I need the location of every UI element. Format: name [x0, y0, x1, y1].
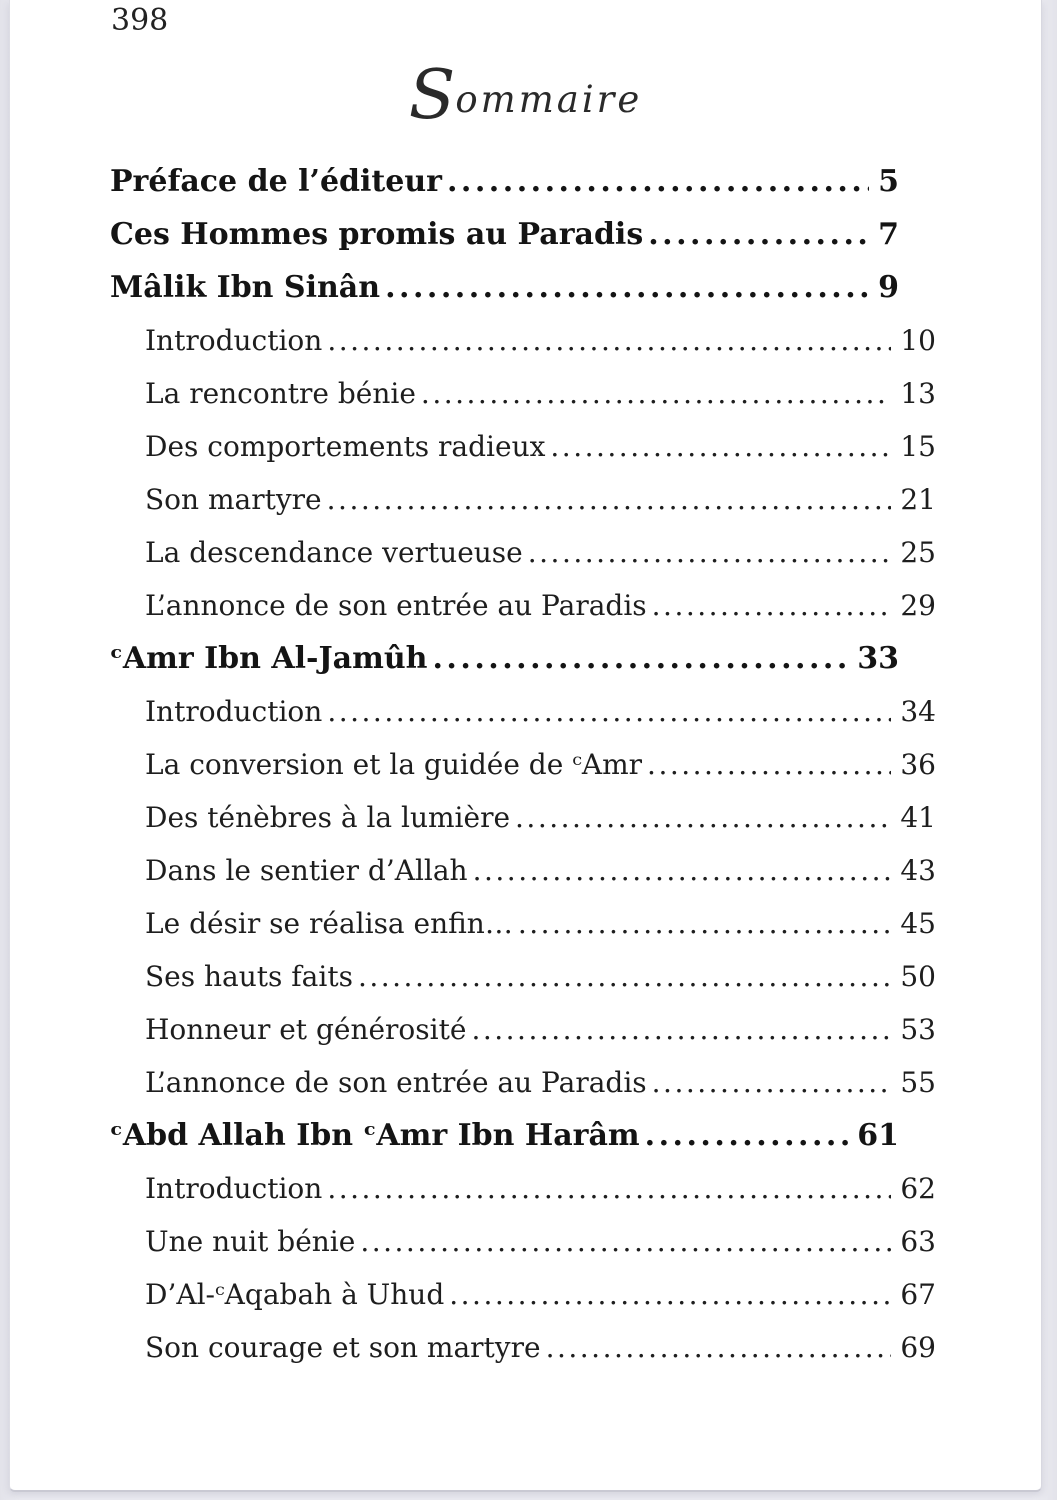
toc-leader-dots — [652, 579, 892, 632]
toc-entry — [110, 473, 936, 526]
toc-entry — [110, 526, 936, 579]
toc-entry-page-number: 61 — [857, 1118, 899, 1153]
toc-entry-title: Ses hauts faits — [145, 960, 353, 993]
toc-leader-dots — [327, 314, 891, 367]
toc-entry-page-number: 45 — [900, 907, 936, 940]
toc-entry — [110, 1321, 936, 1374]
toc-entry-page-number: 62 — [900, 1172, 936, 1205]
toc-entry — [110, 632, 936, 685]
page-number: 398 — [111, 3, 169, 38]
page-title-initial: S — [408, 56, 456, 135]
toc-entry — [110, 261, 936, 314]
toc-leader-dots — [358, 950, 891, 1003]
toc-leader-dots — [432, 632, 848, 685]
toc-entry — [110, 367, 936, 420]
page-title-rest: ommaire — [455, 78, 643, 121]
toc-entry-title: Son martyre — [145, 483, 322, 516]
toc-entry-page-number: 69 — [900, 1331, 936, 1364]
toc-entry — [110, 314, 936, 367]
toc-entry-page-number: 10 — [900, 324, 936, 357]
toc-entry-page-number: 55 — [900, 1066, 936, 1099]
toc-entry — [110, 897, 936, 950]
toc-entry-title: La descendance vertueuse — [145, 536, 523, 569]
toc-entry-page-number: 63 — [900, 1225, 936, 1258]
toc-entry-title: L’annonce de son entrée au Paradis — [145, 1066, 647, 1099]
toc-leader-dots — [471, 1003, 891, 1056]
toc-leader-dots — [327, 473, 892, 526]
toc-entry-page-number: 13 — [900, 377, 936, 410]
toc-list — [110, 155, 936, 1374]
toc-entry — [110, 1109, 936, 1162]
toc-entry — [110, 685, 936, 738]
toc-entry-title: Des comportements radieux — [145, 430, 546, 463]
toc-entry — [110, 208, 936, 261]
toc-entry-page-number: 15 — [900, 430, 936, 463]
toc-entry-page-number: 41 — [900, 801, 936, 834]
toc-leader-dots — [449, 1268, 891, 1321]
toc-entry — [110, 844, 936, 897]
book-page — [9, 0, 1042, 1492]
toc-entry-page-number: 43 — [900, 854, 936, 887]
toc-leader-dots — [546, 1321, 892, 1374]
toc-leader-dots — [550, 420, 891, 473]
toc-entry-page-number: 21 — [900, 483, 936, 516]
toc-entry-title: D’Al-ᶜAqabah à Uhud — [145, 1278, 445, 1311]
toc-leader-dots — [360, 1215, 891, 1268]
toc-leader-dots — [645, 1109, 849, 1162]
toc-leader-dots — [518, 897, 892, 950]
toc-entry-title: Honneur et générosité — [145, 1013, 467, 1046]
toc-entry-page-number: 33 — [857, 641, 899, 676]
toc-entry — [110, 1056, 936, 1109]
toc-entry-page-number: 25 — [900, 536, 936, 569]
toc-entry — [110, 420, 936, 473]
toc-entry — [110, 738, 936, 791]
toc-leader-dots — [648, 208, 869, 261]
toc-entry — [110, 1003, 936, 1056]
toc-leader-dots — [385, 261, 869, 314]
toc-leader-dots — [421, 367, 891, 420]
toc-entry-title: Son courage et son martyre — [145, 1331, 541, 1364]
page-title — [10, 46, 1041, 150]
toc-entry-page-number: 36 — [900, 748, 936, 781]
toc-entry-title: La conversion et la guidée de ᶜAmr — [145, 748, 643, 781]
toc-entry — [110, 579, 936, 632]
toc-entry-title: Ces Hommes promis au Paradis — [110, 217, 644, 252]
toc-leader-dots — [652, 1056, 892, 1109]
toc-entry-title: Introduction — [145, 324, 323, 357]
toc-entry-title: Introduction — [145, 695, 323, 728]
toc-entry — [110, 1162, 936, 1215]
toc-entry-title: Préface de l’éditeur — [110, 164, 442, 199]
toc-entry-title: Mâlik Ibn Sinân — [110, 270, 381, 305]
toc-leader-dots — [447, 155, 869, 208]
toc-entry-title: Dans le sentier d’Allah — [145, 854, 468, 887]
toc-entry — [110, 155, 936, 208]
toc-entry-title: L’annonce de son entrée au Paradis — [145, 589, 647, 622]
toc-entry-page-number: 53 — [900, 1013, 936, 1046]
toc-entry-title: Introduction — [145, 1172, 323, 1205]
toc-entry — [110, 1215, 936, 1268]
toc-leader-dots — [327, 685, 891, 738]
toc-entry-page-number: 29 — [900, 589, 936, 622]
toc-entry-page-number: 7 — [878, 217, 899, 252]
toc-entry-title: La rencontre bénie — [145, 377, 416, 410]
toc-leader-dots — [528, 526, 892, 579]
toc-entry-title: Une nuit bénie — [145, 1225, 356, 1258]
toc-entry-title: Des ténèbres à la lumière — [145, 801, 511, 834]
toc-entry-page-number: 9 — [878, 270, 899, 305]
toc-entry — [110, 791, 936, 844]
toc-entry-title: ᶜAmr Ibn Al-Jamûh — [110, 641, 428, 676]
toc-entry-page-number: 67 — [900, 1278, 936, 1311]
toc-entry-title: ᶜAbd Allah Ibn ᶜAmr Ibn Harâm — [110, 1118, 640, 1153]
toc-entry — [110, 950, 936, 1003]
toc-leader-dots — [473, 844, 892, 897]
toc-entry-page-number: 50 — [900, 960, 936, 993]
toc-leader-dots — [327, 1162, 891, 1215]
toc-leader-dots — [647, 738, 891, 791]
toc-entry-page-number: 5 — [878, 164, 899, 199]
toc-entry — [110, 1268, 936, 1321]
toc-entry-page-number: 34 — [900, 695, 936, 728]
toc-entry-title: Le désir se réalisa enfin… — [145, 907, 513, 940]
toc-leader-dots — [515, 791, 891, 844]
